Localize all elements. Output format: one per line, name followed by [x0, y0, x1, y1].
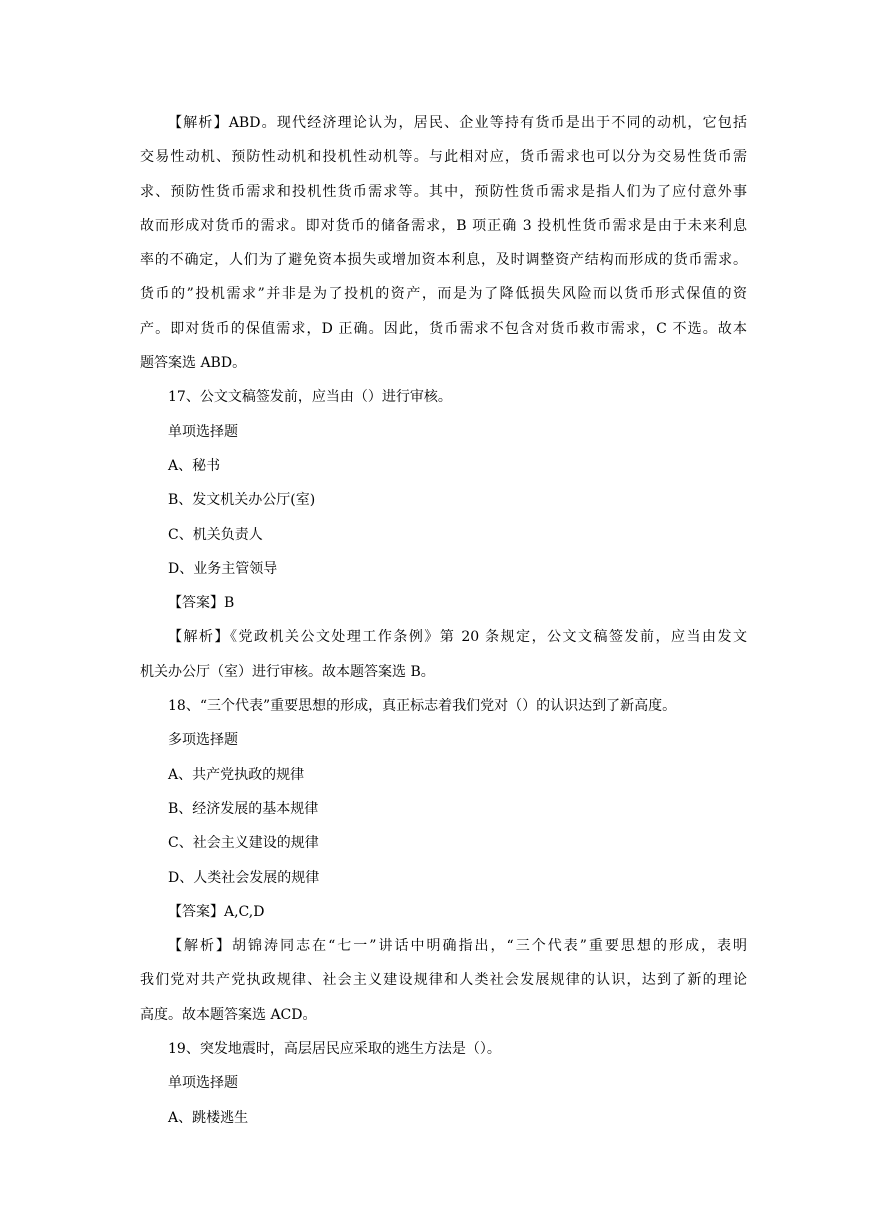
question-18: [140, 689, 747, 1032]
question-text: 19、突发地震时，高层居民应采取的逃生方法是（）。: [168, 1041, 501, 1058]
option-d: D、人类社会发展的规律: [168, 869, 320, 886]
explanation-line: 【解析】《党政机关公文处理工作条例》第 20 条规定，公文文稿签发前，应当由发文: [168, 629, 747, 646]
option-c: C、机关负责人: [168, 526, 263, 543]
option-c: C、社会主义建设的规律: [168, 835, 319, 852]
option-a: A、秘书: [168, 457, 221, 474]
answer: 【答案】A,C,D: [168, 903, 265, 920]
q16-explanation-line: 交易性动机、预防性动机和投机性动机等。与此相对应，货币需求也可以分为交易性货币需: [140, 149, 747, 166]
option-b: B、经济发展的基本规律: [168, 800, 319, 817]
explanation-line: 机关办公厅（室）进行审核。故本题答案选 B。: [140, 663, 435, 680]
question-text: 18、“三个代表”重要思想的形成，真正标志着我们党对（）的认识达到了新高度。: [168, 698, 677, 715]
question-17: [140, 380, 747, 689]
q16-explanation-line: 求、预防性货币需求和投机性货币需求等。其中，预防性货币需求是指人们为了应付意外事: [140, 183, 747, 200]
q16-explanation-line: 【解析】ABD。现代经济理论认为，居民、企业等持有货币是出于不同的动机，它包括: [168, 115, 747, 131]
option-d: D、业务主管领导: [168, 560, 278, 577]
question-type: 多项选择题: [168, 732, 238, 749]
explanation-line: 【解析】胡锦涛同志在“七一”讲话中明确指出，“三个代表”重要思想的形成，表明: [168, 938, 747, 955]
explanation-line: 我们党对共产党执政规律、社会主义建设规律和人类社会发展规律的认识，达到了新的理论: [140, 972, 747, 989]
document-body: [140, 106, 747, 1135]
question-text: 17、公文文稿签发前，应当由（）进行审核。: [168, 389, 452, 406]
answer: 【答案】B: [168, 595, 235, 612]
q16-explanation-line: 题答案选 ABD。: [140, 355, 247, 372]
q16-explanation: [140, 106, 747, 380]
question-type: 单项选择题: [168, 1075, 238, 1092]
option-a: A、共产党执政的规律: [168, 766, 305, 783]
question-19: [140, 1032, 747, 1135]
option-b: B、发文机关办公厅(室): [168, 492, 316, 509]
question-type: 单项选择题: [168, 423, 238, 440]
q16-explanation-line: 产。即对货币的保值需求，D 正确。因此，货币需求不包含对货币救市需求，C 不选。故本: [140, 320, 747, 337]
q16-explanation-line: 率的不确定，人们为了避免资本损失或增加资本利息，及时调整资产结构而形成的货币需求。: [140, 252, 747, 269]
option-a: A、跳楼逃生: [168, 1109, 249, 1126]
q16-explanation-line: 货币的”投机需求”并非是为了投机的资产，而是为了降低损失风险而以货币形式保值的资: [140, 286, 747, 303]
explanation-line: 高度。故本题答案选 ACD。: [140, 1006, 317, 1023]
q16-explanation-line: 故而形成对货币的需求。即对货币的储备需求，B 项正确 3 投机性货币需求是由于未来利息: [140, 217, 747, 234]
